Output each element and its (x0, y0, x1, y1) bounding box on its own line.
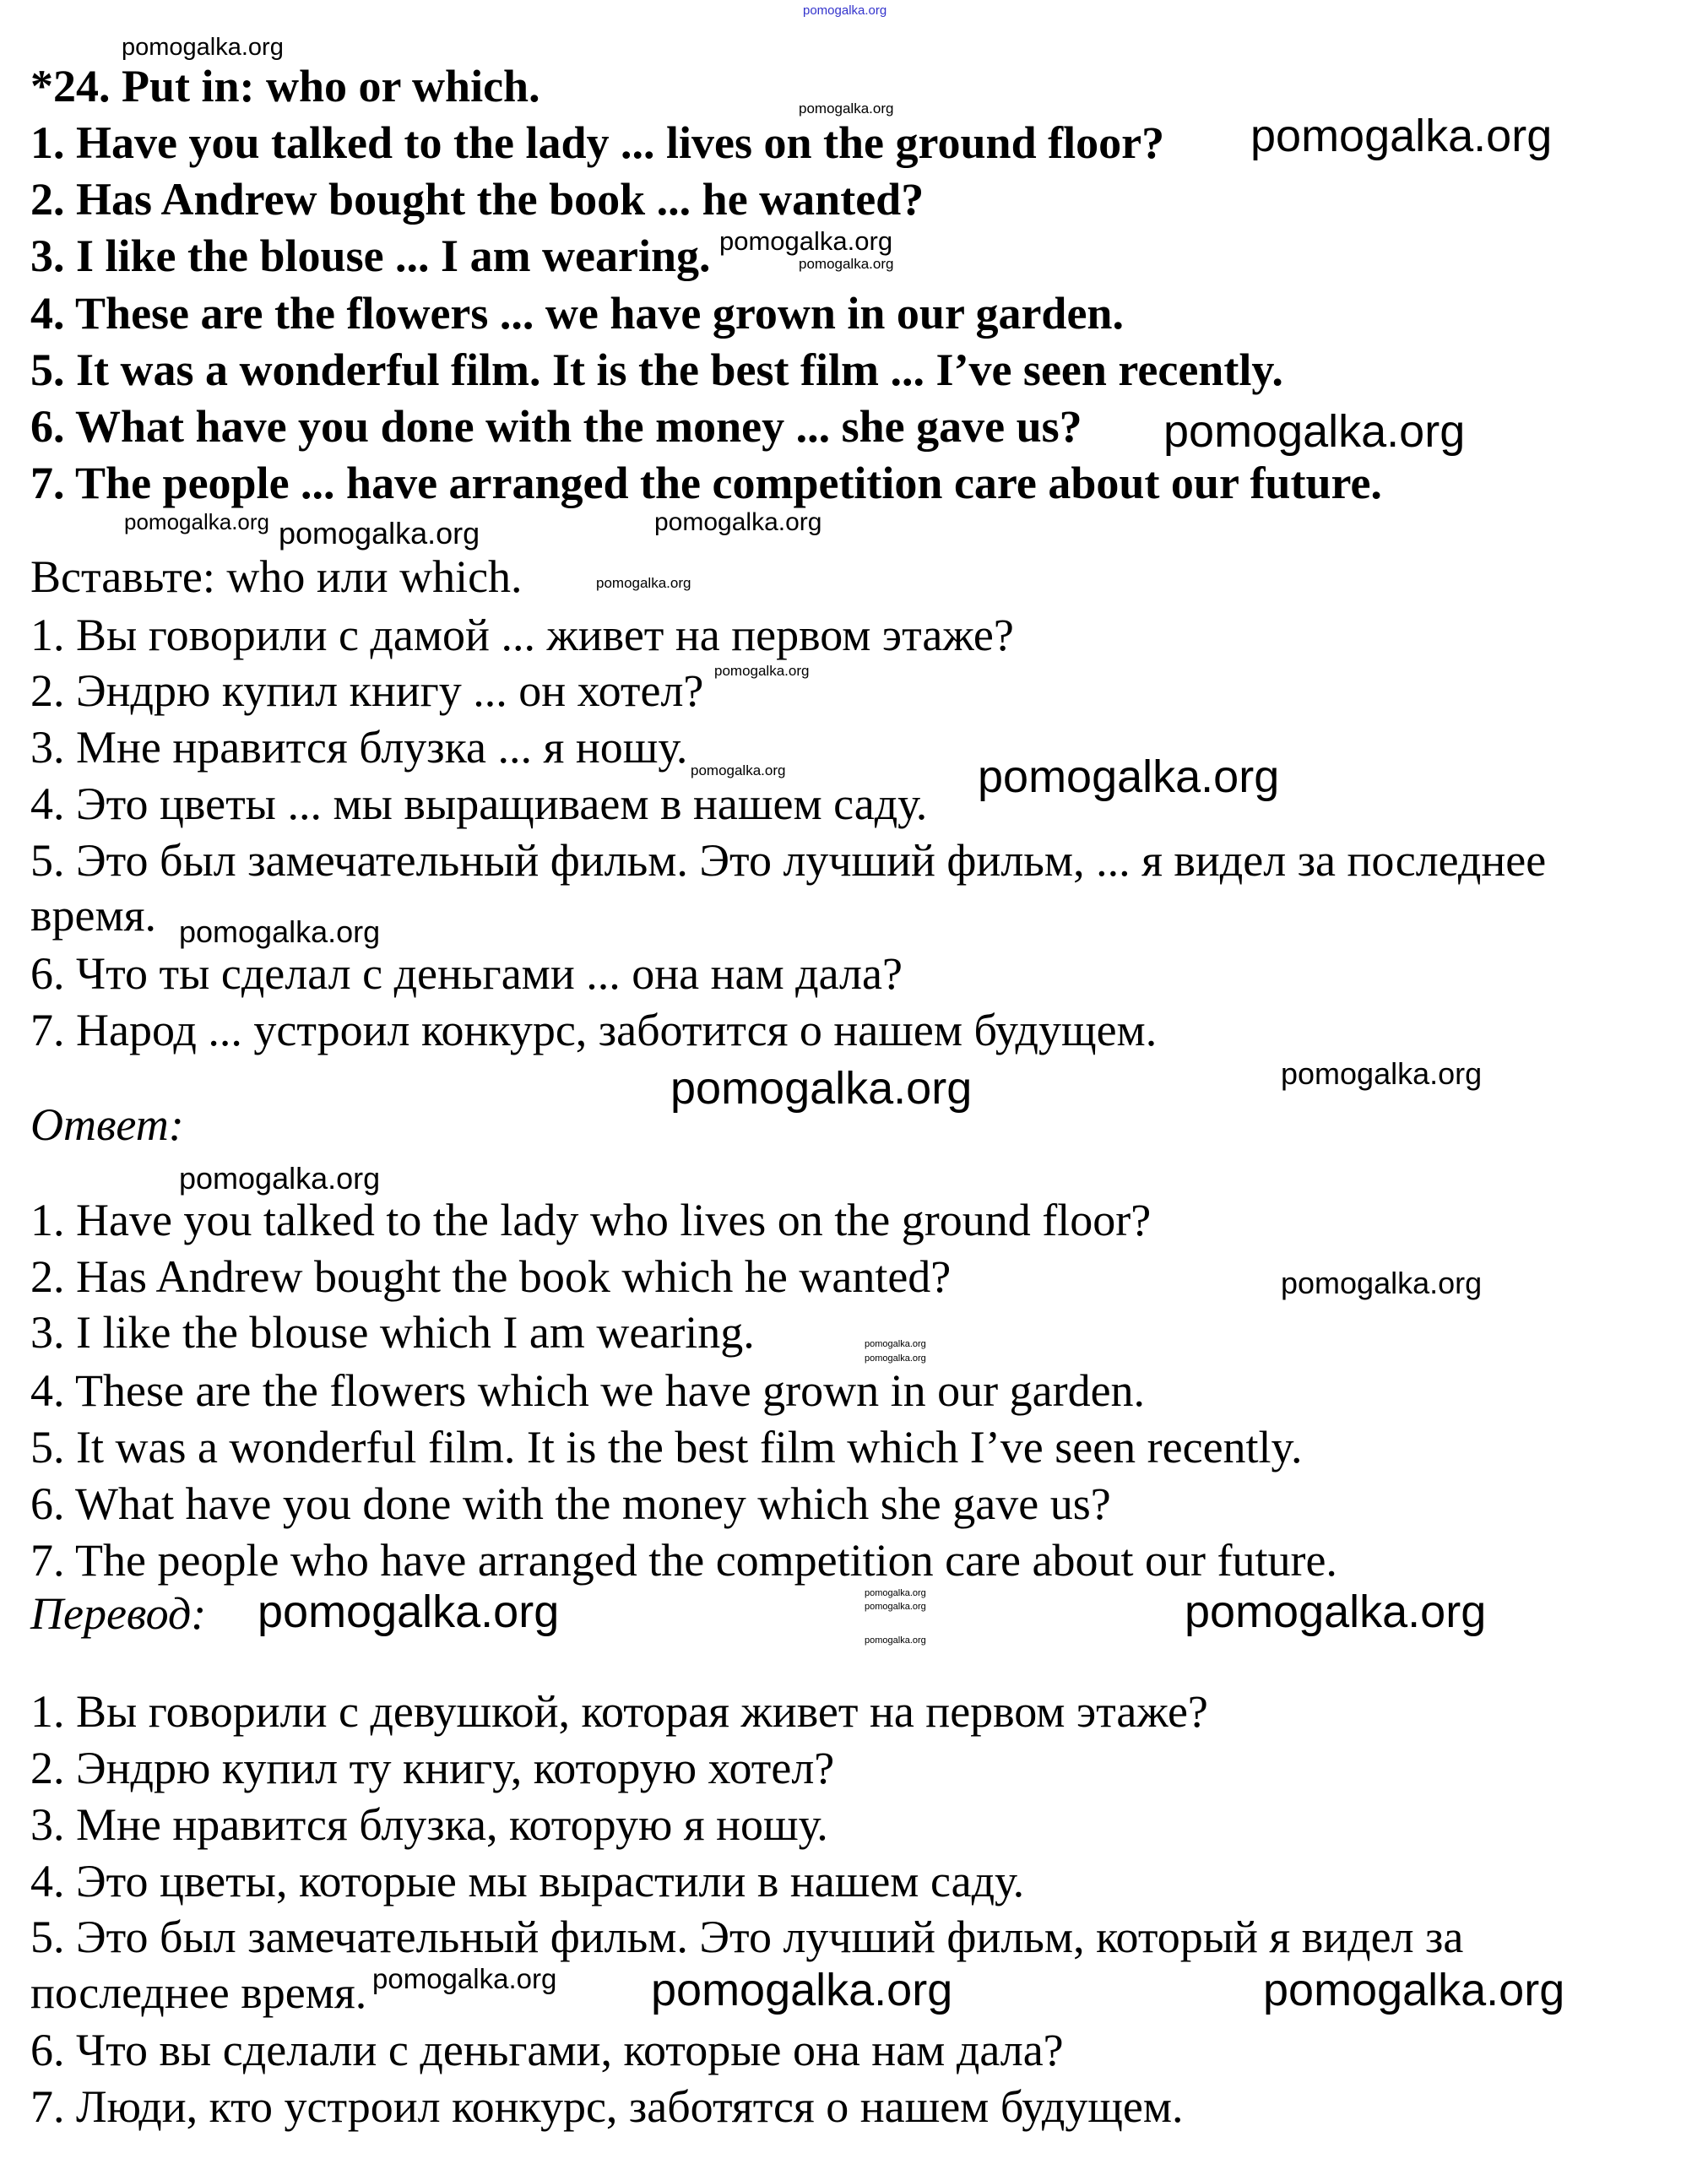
answer-item: 6. What have you done with the money which she gave us? (30, 1478, 1111, 1529)
watermark: pomogalka.org (122, 34, 284, 61)
watermark: pomogalka.org (1250, 111, 1553, 161)
exercise-item: 2. Has Andrew bought the book ... he wanted? (30, 174, 924, 225)
watermark: pomogalka.org (654, 508, 822, 536)
watermark: pomogalka.org (279, 516, 480, 550)
watermark: pomogalka.org (865, 1588, 926, 1598)
translation-item: 1. Вы говорили с девушкой, которая живет на первом этаже? (30, 1686, 1208, 1737)
translation-item: 2. Эндрю купил ту книгу, которую хотел? (30, 1743, 835, 1793)
translation-item: последнее время. (30, 1967, 367, 2018)
exercise-item: 6. What have you done with the money ... she gave us? (30, 401, 1082, 452)
watermark: pomogalka.org (651, 1965, 953, 2015)
watermark: pomogalka.org (865, 1635, 926, 1646)
watermark: pomogalka.org (719, 226, 893, 256)
watermark-top: pomogalka.org (803, 3, 887, 18)
russian-task-item: 3. Мне нравится блузка ... я ношу. (30, 722, 688, 773)
exercise-item: 1. Have you talked to the lady ... lives on the ground floor? (30, 117, 1165, 168)
translation-title: Перевод: (30, 1588, 207, 1639)
russian-task-item: 1. Вы говорили с дамой ... живет на первом этаже? (30, 610, 1014, 660)
watermark: pomogalka.org (179, 914, 381, 949)
watermark: pomogalka.org (670, 1063, 973, 1114)
watermark: pomogalka.org (372, 1963, 557, 1994)
watermark: pomogalka.org (1281, 1056, 1483, 1091)
watermark: pomogalka.org (799, 100, 894, 117)
russian-task-item: 2. Эндрю купил книгу ... он хотел? (30, 665, 704, 716)
exercise-item: 4. These are the flowers ... we have grown in our garden. (30, 288, 1124, 339)
watermark: pomogalka.org (714, 663, 810, 679)
russian-task-item: 7. Народ ... устроил конкурс, заботится о нашем будущем. (30, 1005, 1158, 1055)
watermark: pomogalka.org (978, 751, 1280, 802)
translation-item: 3. Мне нравится блузка, которую я ношу. (30, 1799, 828, 1850)
watermark: pomogalka.org (865, 1353, 926, 1364)
answer-item: 3. I like the blouse which I am wearing. (30, 1307, 755, 1358)
translation-item: 7. Люди, кто устроил конкурс, заботятся о нашем будущем. (30, 2081, 1184, 2132)
watermark: pomogalka.org (691, 762, 786, 778)
watermark: pomogalka.org (1163, 406, 1466, 457)
answer-item: 5. It was a wonderful film. It is the best film which I’ve seen recently. (30, 1422, 1303, 1472)
watermark: pomogalka.org (258, 1586, 560, 1637)
watermark: pomogalka.org (1281, 1266, 1483, 1300)
watermark: pomogalka.org (865, 1339, 926, 1349)
answer-item: 1. Have you talked to the lady who lives on the ground floor? (30, 1195, 1152, 1245)
exercise-item: 7. The people ... have arranged the competition care about our future. (30, 458, 1382, 508)
watermark: pomogalka.org (799, 256, 894, 272)
translation-item: 6. Что вы сделали с деньгами, которые она нам дала? (30, 2025, 1064, 2075)
answer-item: 4. These are the flowers which we have grown in our garden. (30, 1365, 1146, 1416)
watermark: pomogalka.org (1185, 1586, 1487, 1637)
exercise-title: *24. Put in: who or which. (30, 61, 540, 111)
russian-task-item: время. (30, 890, 156, 941)
exercise-item: 5. It was a wonderful film. It is the best film ... I’ve seen recently. (30, 344, 1283, 395)
russian-task-item: 5. Это был замечательный фильм. Это лучший фильм, ... я видел за последнее (30, 835, 1547, 886)
watermark: pomogalka.org (1263, 1965, 1565, 2015)
russian-task-item: 4. Это цветы ... мы выращиваем в нашем саду. (30, 778, 928, 829)
watermark: pomogalka.org (179, 1161, 381, 1196)
watermark: pomogalka.org (865, 1602, 926, 1612)
translation-item: 5. Это был замечательный фильм. Это лучший фильм, который я видел за (30, 1912, 1464, 1962)
exercise-item: 3. I like the blouse ... I am wearing. (30, 231, 711, 281)
answer-item: 2. Has Andrew bought the book which he wanted? (30, 1251, 952, 1302)
answer-item: 7. The people who have arranged the competition care about our future. (30, 1535, 1337, 1586)
watermark: pomogalka.org (596, 575, 691, 591)
russian-task-item: 6. Что ты сделал с деньгами ... она нам дала? (30, 948, 903, 999)
russian-task-title: Вставьте: who или which. (30, 551, 523, 602)
answer-title: Ответ: (30, 1099, 184, 1150)
watermark: pomogalka.org (124, 509, 269, 534)
translation-item: 4. Это цветы, которые мы вырастили в нашем саду. (30, 1856, 1025, 1906)
